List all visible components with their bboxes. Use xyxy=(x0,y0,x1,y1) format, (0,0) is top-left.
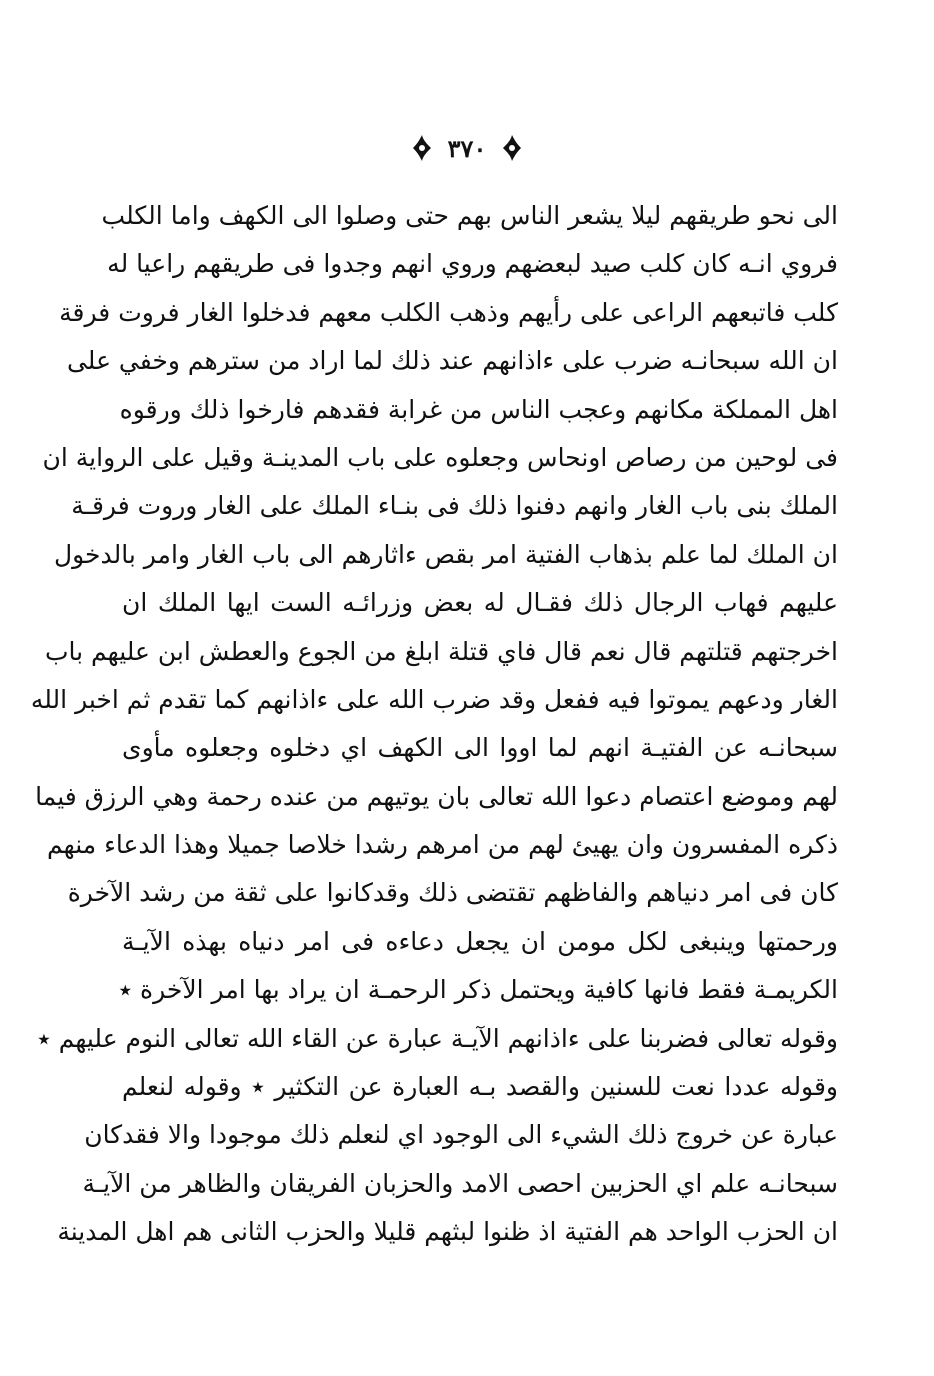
text-line: الكريمـة فقط فانها كافية ويحتمل ذكر الرحمـة ان يراد بها امر الآخرة ٭ xyxy=(118,975,838,1005)
text-line: عبارة عن خروج ذلك الشيء الى الوجود اي لنعلم ذلك موجودا والا فقدكان xyxy=(84,1120,838,1150)
text-line: الغار ودعهم يموتوا فيه ففعل وقد ضرب الله على ءاذانهم كما تقدم ثم اخبر الله xyxy=(30,684,838,714)
text-line: ذكره المفسرون وان يهيئ لهم من امرهم رشدا خلاصا جميلا وهذا الدعاء منهم xyxy=(47,830,838,860)
text-line: وقوله تعالى فضربنا على ءاذانهم الآيـة عبارة عن القاء الله تعالى النوم عليهم ٭ xyxy=(37,1023,838,1053)
text-line: الملك بنى باب الغار وانهم دفنوا ذلك فى بنـاء الملك على الغار وروت فرقـة xyxy=(71,491,838,521)
page-number: ٣٧٠ xyxy=(447,133,487,163)
page-body xyxy=(30,192,838,1257)
text-line: ورحمتها وينبغى لكل مومن ان يجعل دعاءه فى امر دنياه بهذه الآيـة xyxy=(122,926,838,956)
text-line: كلب فاتبعهم الراعى على رأيهم وذهب الكلب معهم فدخلوا الغار فروت فرقة xyxy=(59,297,838,327)
text-line: ان الله سبحانـه ضرب على ءاذانهم عند ذلك لما اراد من سترهم وخفي على xyxy=(66,346,838,376)
text-line: لهم وموضع اعتصام دعوا الله تعالى بان يوتيهم من عنده رحمة وهي الرزق فيما xyxy=(35,781,838,811)
text-line: سبحانـه عن الفتيـة انهم لما اووا الى الكهف اي دخلوه وجعلوه مأوى xyxy=(122,733,838,763)
text-line: كان فى امر دنياهم والفاظهم تقتضى ذلك وقدكانوا على ثقة من رشد الآخرة xyxy=(67,878,838,908)
text-line: فروي انـه كان كلب صيد لبعضهم وروي انهم وجدوا فى طريقهم راعيا له xyxy=(107,249,838,279)
page-header xyxy=(0,126,934,170)
text-line: فى لوحين من رصاص اونحاس وجعلوه على باب المدينـة وقيل على الرواية ان xyxy=(42,442,838,472)
text-line: سبحانـه علم اي الحزبين احصى الامد والحزبان الفريقان والظاهر من الآيـة xyxy=(82,1168,838,1198)
text-line: ان الملك لما علم بذهاب الفتية امر بقص ءاثارهم الى باب الغار وامر بالدخول xyxy=(53,539,838,569)
text-line: ان الحزب الواحد هم الفتية اذ ظنوا لبثهم قليلا والحزب الثانى هم اهل المدينة xyxy=(57,1217,838,1247)
ornament-right-icon xyxy=(410,133,432,163)
text-line: اهل المملكة مكانهم وعجب الناس من غرابة فقدهم فارخوا ذلك ورقوه xyxy=(119,394,838,424)
text-line: اخرجتهم قتلتهم قال نعم قال فاي قتلة ابلغ من الجوع والعطش ابن عليهم باب xyxy=(44,636,838,666)
ornament-left-icon xyxy=(502,133,524,163)
text-line: عليهم فهاب الرجال ذلك فقـال له بعض وزرائـه الست ايها الملك ان xyxy=(122,588,838,618)
text-line: وقوله عددا نعت للسنين والقصد بـه العبارة عن التكثير ٭ وقوله لنعلم xyxy=(122,1072,838,1102)
text-line: الى نحو طريقهم ليلا يشعر الناس بهم حتى وصلوا الى الكهف واما الكلب xyxy=(101,201,838,230)
